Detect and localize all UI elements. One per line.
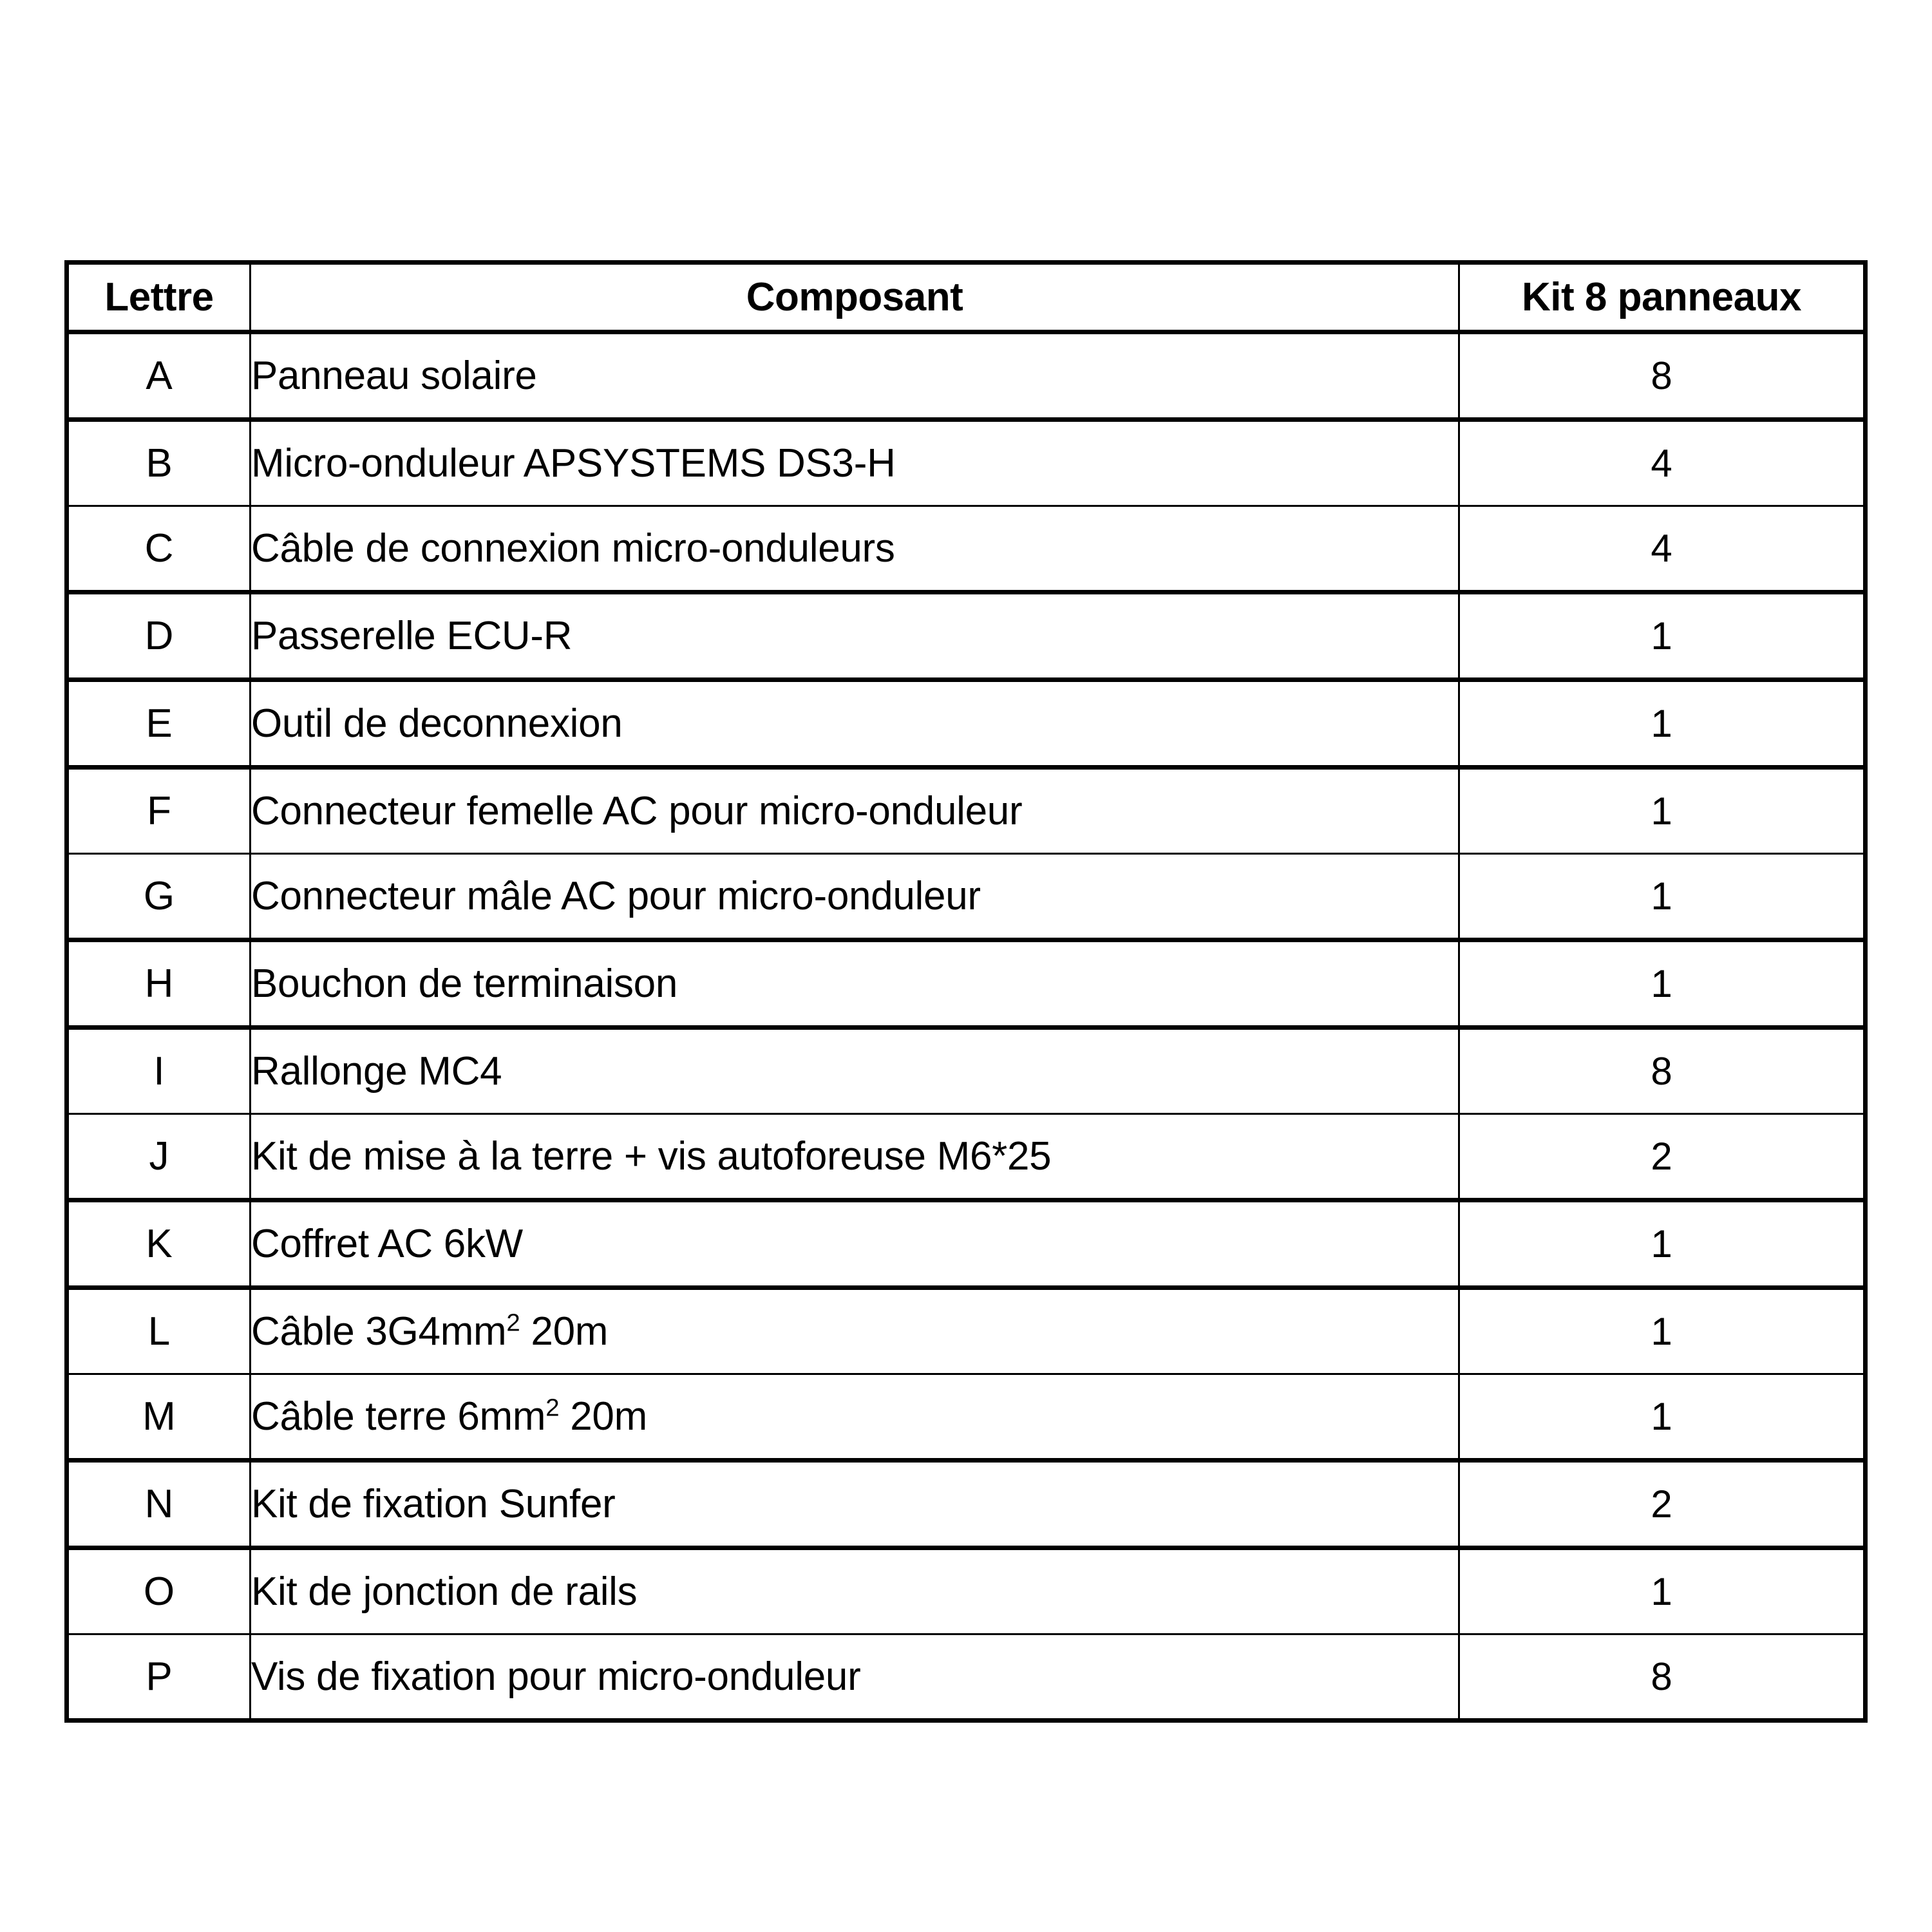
- cell-letter: J: [67, 1114, 251, 1200]
- table-row: [67, 1634, 1866, 1721]
- table-row: [67, 1114, 1866, 1200]
- cell-quantity: 4: [1459, 506, 1866, 592]
- table-row: [67, 592, 1866, 680]
- cell-letter: P: [67, 1634, 251, 1721]
- cell-component: Kit de fixation Sunfer: [251, 1461, 1459, 1548]
- cell-component: Panneau solaire: [251, 332, 1459, 420]
- column-header-letter: Lettre: [67, 263, 251, 332]
- cell-component: Connecteur femelle AC pour micro-onduleur: [251, 768, 1459, 854]
- cell-quantity: 1: [1459, 1200, 1866, 1288]
- cell-component: Rallonge MC4: [251, 1028, 1459, 1114]
- cell-letter: H: [67, 940, 251, 1028]
- cell-quantity: 1: [1459, 1548, 1866, 1634]
- cell-quantity: 8: [1459, 332, 1866, 420]
- cell-quantity: 1: [1459, 680, 1866, 768]
- cell-letter: F: [67, 768, 251, 854]
- table-header: [67, 263, 1866, 332]
- cell-component: Outil de deconnexion: [251, 680, 1459, 768]
- cell-quantity: 4: [1459, 420, 1866, 506]
- bill-of-materials-table: [64, 260, 1868, 1723]
- cell-letter: O: [67, 1548, 251, 1634]
- cell-letter: A: [67, 332, 251, 420]
- table-row: [67, 854, 1866, 940]
- table-row: [67, 940, 1866, 1028]
- cell-quantity: 1: [1459, 854, 1866, 940]
- cell-component: Coffret AC 6kW: [251, 1200, 1459, 1288]
- cell-letter: K: [67, 1200, 251, 1288]
- cell-component: Câble $3G4mm^2$ 20m: [251, 1288, 1459, 1374]
- table-row: [67, 1028, 1866, 1114]
- cell-component: Vis de fixation pour micro-onduleur: [251, 1634, 1459, 1721]
- table-row: [67, 1548, 1866, 1634]
- cell-component: Micro-onduleur APSYSTEMS DS3-H: [251, 420, 1459, 506]
- table-row: [67, 332, 1866, 420]
- column-header-quantity: Kit 8 panneaux: [1459, 263, 1866, 332]
- cell-component: Câble terre $6mm^2$ 20m: [251, 1374, 1459, 1461]
- table-row: [67, 420, 1866, 506]
- cell-letter: C: [67, 506, 251, 592]
- table-row: [67, 1461, 1866, 1548]
- table-header-row: [67, 263, 1866, 332]
- cell-quantity: 1: [1459, 940, 1866, 1028]
- cell-letter: B: [67, 420, 251, 506]
- cell-letter: D: [67, 592, 251, 680]
- cell-quantity: 1: [1459, 1374, 1866, 1461]
- table-row: [67, 1288, 1866, 1374]
- cell-letter: L: [67, 1288, 251, 1374]
- table-row: [67, 506, 1866, 592]
- cell-letter: G: [67, 854, 251, 940]
- cell-component: Câble de connexion micro-onduleurs: [251, 506, 1459, 592]
- cell-quantity: 1: [1459, 592, 1866, 680]
- table-row: [67, 768, 1866, 854]
- cell-component: Connecteur mâle AC pour micro-onduleur: [251, 854, 1459, 940]
- cell-letter: I: [67, 1028, 251, 1114]
- column-header-component: Composant: [251, 263, 1459, 332]
- cell-quantity: 1: [1459, 1288, 1866, 1374]
- table-row: [67, 1374, 1866, 1461]
- cell-component: Kit de jonction de rails: [251, 1548, 1459, 1634]
- cell-quantity: 8: [1459, 1634, 1866, 1721]
- cell-quantity: 2: [1459, 1114, 1866, 1200]
- table-row: [67, 1200, 1866, 1288]
- cell-letter: N: [67, 1461, 251, 1548]
- cell-quantity: 8: [1459, 1028, 1866, 1114]
- cell-component: Passerelle ECU-R: [251, 592, 1459, 680]
- bill-of-materials-table-container: [64, 260, 1863, 1723]
- cell-component: Kit de mise à la terre + vis autoforeuse M6*25: [251, 1114, 1459, 1200]
- cell-quantity: 1: [1459, 768, 1866, 854]
- cell-letter: E: [67, 680, 251, 768]
- table-body: [67, 332, 1866, 1721]
- table-row: [67, 680, 1866, 768]
- cell-quantity: 2: [1459, 1461, 1866, 1548]
- cell-component: Bouchon de terminaison: [251, 940, 1459, 1028]
- cell-letter: M: [67, 1374, 251, 1461]
